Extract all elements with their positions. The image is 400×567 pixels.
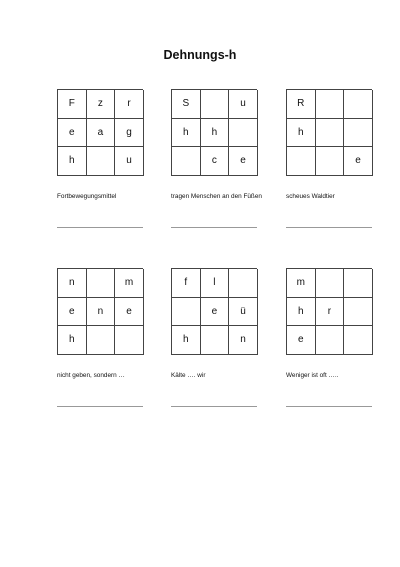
letter-grid bbox=[286, 268, 372, 355]
clue-text: Kälte …. wir bbox=[171, 372, 206, 379]
grid-cell bbox=[229, 119, 258, 148]
grid-cell: r bbox=[115, 90, 144, 119]
grid-cell: h bbox=[172, 326, 201, 355]
puzzle-4 bbox=[57, 268, 143, 379]
grid-cell: e bbox=[201, 298, 230, 327]
grid-cell: a bbox=[87, 119, 116, 148]
grid-cell bbox=[87, 147, 116, 176]
grid-cell bbox=[344, 269, 373, 298]
grid-cell: ü bbox=[229, 298, 258, 327]
grid-cell: g bbox=[115, 119, 144, 148]
grid-cell: e bbox=[229, 147, 258, 176]
grid-cell: c bbox=[201, 147, 230, 176]
clue-text: scheues Waldtier bbox=[286, 193, 335, 200]
letter-grid bbox=[171, 89, 257, 176]
grid-cell bbox=[201, 90, 230, 119]
grid-cell bbox=[115, 326, 144, 355]
grid-cell bbox=[316, 119, 345, 148]
grid-cell: e bbox=[287, 326, 316, 355]
grid-cell: u bbox=[229, 90, 258, 119]
grid-cell: h bbox=[58, 147, 87, 176]
grid-cell: n bbox=[229, 326, 258, 355]
grid-cell: f bbox=[172, 269, 201, 298]
grid-cell bbox=[344, 326, 373, 355]
grid-cell: n bbox=[58, 269, 87, 298]
grid-cell bbox=[344, 90, 373, 119]
grid-cell bbox=[344, 119, 373, 148]
grid-cell: e bbox=[58, 298, 87, 327]
grid-cell: e bbox=[115, 298, 144, 327]
grid-cell bbox=[172, 298, 201, 327]
answer-line bbox=[57, 227, 143, 228]
grid-cell: l bbox=[201, 269, 230, 298]
answer-line bbox=[286, 406, 372, 407]
grid-cell: m bbox=[287, 269, 316, 298]
puzzle-6 bbox=[286, 268, 372, 379]
grid-cell: r bbox=[316, 298, 345, 327]
puzzle-2 bbox=[171, 89, 262, 200]
clue-text: tragen Menschen an den Füßen bbox=[171, 193, 262, 200]
grid-cell bbox=[201, 326, 230, 355]
grid-cell: u bbox=[115, 147, 144, 176]
grid-cell: n bbox=[87, 298, 116, 327]
grid-cell: e bbox=[58, 119, 87, 148]
clue-text: nicht geben, sondern … bbox=[57, 372, 125, 379]
grid-cell bbox=[316, 269, 345, 298]
grid-cell bbox=[87, 326, 116, 355]
letter-grid bbox=[57, 268, 143, 355]
grid-cell: h bbox=[58, 326, 87, 355]
letter-grid bbox=[171, 268, 257, 355]
puzzle-1 bbox=[57, 89, 143, 200]
answer-line bbox=[57, 406, 143, 407]
clue-text: Weniger ist oft ….. bbox=[286, 372, 339, 379]
grid-cell: h bbox=[201, 119, 230, 148]
grid-cell bbox=[316, 326, 345, 355]
worksheet-title: Dehnungs-h bbox=[163, 48, 237, 62]
grid-cell: z bbox=[87, 90, 116, 119]
grid-cell: h bbox=[287, 298, 316, 327]
answer-line bbox=[171, 227, 257, 228]
grid-cell bbox=[87, 269, 116, 298]
clue-text: Fortbewegungsmittel bbox=[57, 193, 117, 200]
grid-cell bbox=[172, 147, 201, 176]
grid-cell: e bbox=[344, 147, 373, 176]
grid-cell bbox=[316, 147, 345, 176]
grid-cell: h bbox=[287, 119, 316, 148]
grid-cell: F bbox=[58, 90, 87, 119]
answer-line bbox=[286, 227, 372, 228]
puzzle-3 bbox=[286, 89, 372, 200]
grid-cell: m bbox=[115, 269, 144, 298]
grid-cell: R bbox=[287, 90, 316, 119]
answer-line bbox=[171, 406, 257, 407]
grid-cell bbox=[344, 298, 373, 327]
letter-grid bbox=[286, 89, 372, 176]
grid-cell bbox=[287, 147, 316, 176]
grid-cell: h bbox=[172, 119, 201, 148]
grid-cell: S bbox=[172, 90, 201, 119]
puzzle-5 bbox=[171, 268, 257, 379]
grid-cell bbox=[229, 269, 258, 298]
grid-cell bbox=[316, 90, 345, 119]
letter-grid bbox=[57, 89, 143, 176]
